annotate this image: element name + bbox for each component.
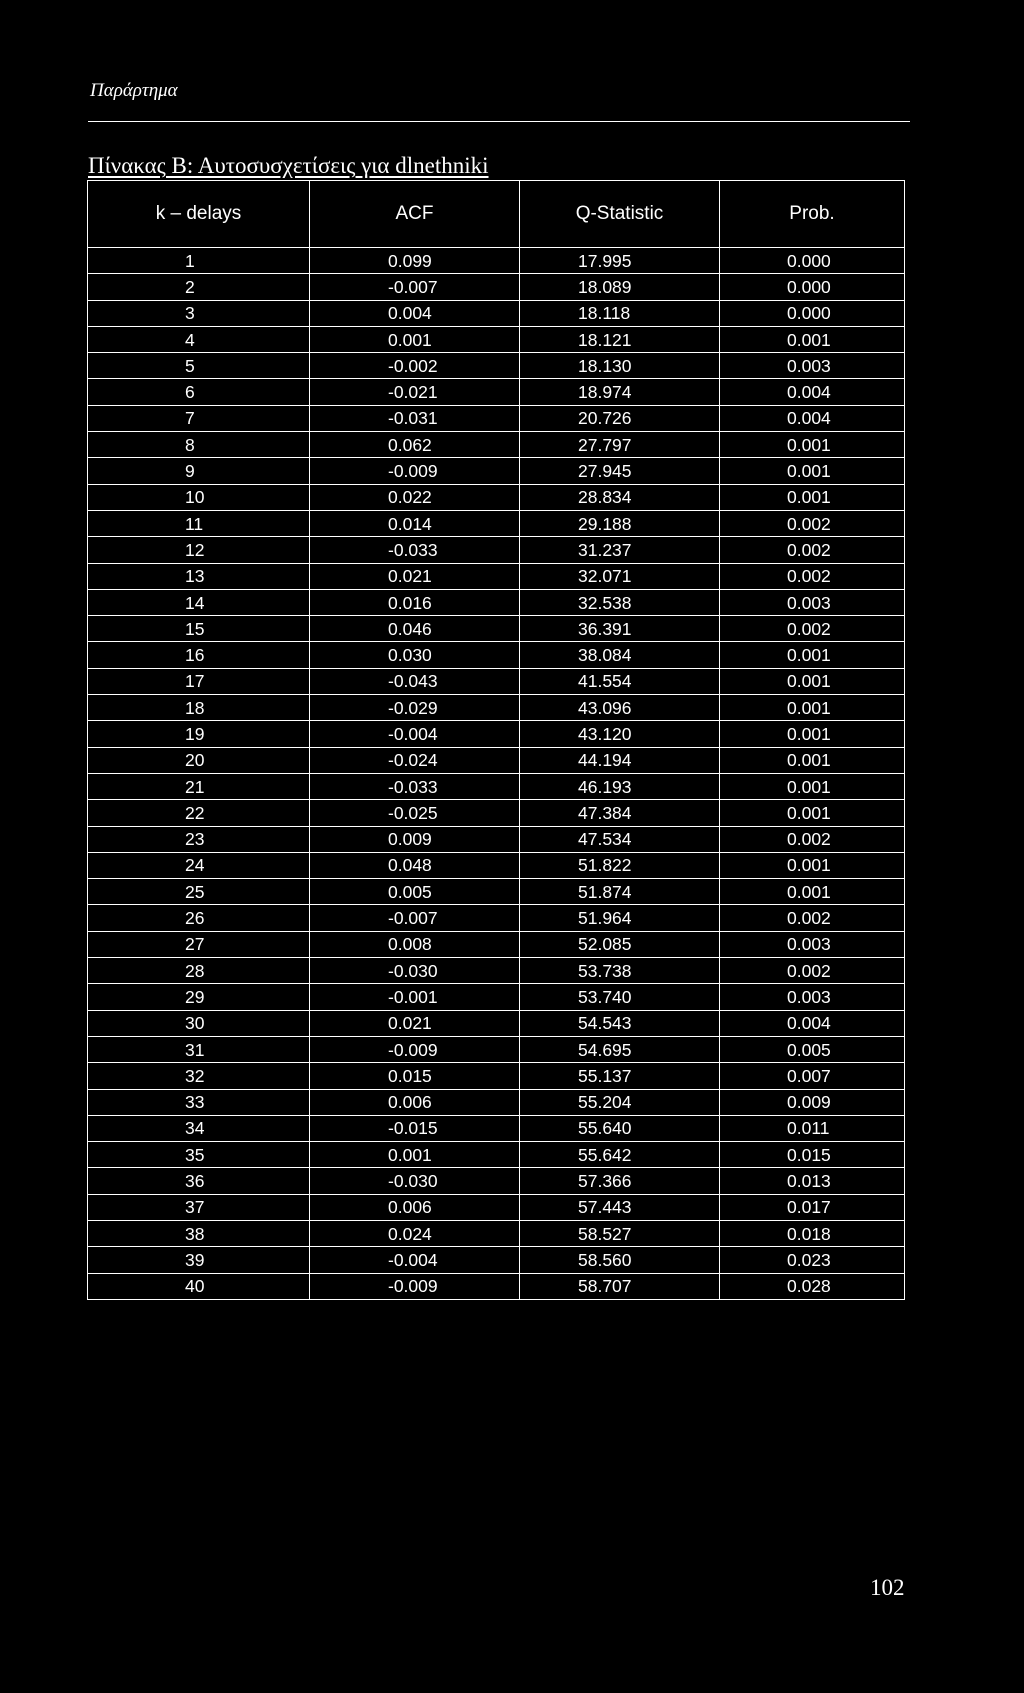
prob-cell: 0.018 <box>720 1220 905 1246</box>
table-row <box>88 931 905 957</box>
table-row <box>88 405 905 431</box>
q-statistic-cell: 43.096 <box>520 695 720 721</box>
k-delay-cell: 3 <box>88 300 310 326</box>
table-row <box>88 800 905 826</box>
table-row <box>88 642 905 668</box>
acf-cell: 0.014 <box>310 510 520 536</box>
acf-cell: -0.004 <box>310 721 520 747</box>
q-statistic-cell: 47.534 <box>520 826 720 852</box>
q-statistic-cell: 31.237 <box>520 537 720 563</box>
q-statistic-cell: 36.391 <box>520 616 720 642</box>
k-delay-cell: 1 <box>88 248 310 274</box>
q-statistic-cell: 58.560 <box>520 1247 720 1273</box>
q-statistic-cell: 47.384 <box>520 800 720 826</box>
q-statistic-cell: 46.193 <box>520 773 720 799</box>
k-delay-cell: 36 <box>88 1168 310 1194</box>
table-row <box>88 1194 905 1220</box>
k-delay-cell: 30 <box>88 1010 310 1036</box>
k-delay-cell: 18 <box>88 695 310 721</box>
table-header-row <box>88 181 905 248</box>
k-delay-cell: 32 <box>88 1063 310 1089</box>
column-header-q-statistic: Q-Statistic <box>520 181 720 248</box>
k-delay-cell: 27 <box>88 931 310 957</box>
k-delay-cell: 8 <box>88 432 310 458</box>
table-row <box>88 616 905 642</box>
acf-cell: 0.006 <box>310 1089 520 1115</box>
q-statistic-cell: 53.738 <box>520 958 720 984</box>
prob-cell: 0.001 <box>720 747 905 773</box>
q-statistic-cell: 51.964 <box>520 905 720 931</box>
table-row <box>88 458 905 484</box>
table-row <box>88 879 905 905</box>
k-delay-cell: 40 <box>88 1273 310 1299</box>
q-statistic-cell: 32.071 <box>520 563 720 589</box>
acf-cell: -0.001 <box>310 984 520 1010</box>
table-row <box>88 695 905 721</box>
prob-cell: 0.013 <box>720 1168 905 1194</box>
acf-cell: 0.021 <box>310 563 520 589</box>
q-statistic-cell: 43.120 <box>520 721 720 747</box>
acf-cell: 0.015 <box>310 1063 520 1089</box>
table-row <box>88 484 905 510</box>
k-delay-cell: 7 <box>88 405 310 431</box>
prob-cell: 0.003 <box>720 589 905 615</box>
q-statistic-cell: 18.130 <box>520 353 720 379</box>
k-delay-cell: 39 <box>88 1247 310 1273</box>
k-delay-cell: 31 <box>88 1036 310 1062</box>
prob-cell: 0.001 <box>720 695 905 721</box>
acf-cell: -0.030 <box>310 958 520 984</box>
prob-cell: 0.004 <box>720 379 905 405</box>
prob-cell: 0.002 <box>720 616 905 642</box>
acf-cell: -0.043 <box>310 668 520 694</box>
table-row <box>88 668 905 694</box>
header-divider <box>88 121 910 122</box>
table-row <box>88 563 905 589</box>
column-header-prob: Prob. <box>720 181 905 248</box>
prob-cell: 0.028 <box>720 1273 905 1299</box>
q-statistic-cell: 55.204 <box>520 1089 720 1115</box>
table-row <box>88 1089 905 1115</box>
k-delay-cell: 37 <box>88 1194 310 1220</box>
k-delay-cell: 14 <box>88 589 310 615</box>
table-row <box>88 958 905 984</box>
acf-cell: 0.009 <box>310 826 520 852</box>
k-delay-cell: 4 <box>88 326 310 352</box>
prob-cell: 0.002 <box>720 510 905 536</box>
acf-cell: 0.030 <box>310 642 520 668</box>
acf-cell: 0.001 <box>310 1142 520 1168</box>
k-delay-cell: 20 <box>88 747 310 773</box>
prob-cell: 0.005 <box>720 1036 905 1062</box>
q-statistic-cell: 17.995 <box>520 248 720 274</box>
k-delay-cell: 38 <box>88 1220 310 1246</box>
prob-cell: 0.001 <box>720 773 905 799</box>
running-header: Παράρτημα <box>90 80 178 101</box>
q-statistic-cell: 18.089 <box>520 274 720 300</box>
prob-cell: 0.002 <box>720 826 905 852</box>
acf-cell: -0.007 <box>310 905 520 931</box>
table-row <box>88 510 905 536</box>
prob-cell: 0.001 <box>720 852 905 878</box>
acf-cell: -0.033 <box>310 773 520 799</box>
q-statistic-cell: 57.366 <box>520 1168 720 1194</box>
table-row <box>88 984 905 1010</box>
acf-cell: -0.025 <box>310 800 520 826</box>
q-statistic-cell: 32.538 <box>520 589 720 615</box>
k-delay-cell: 33 <box>88 1089 310 1115</box>
prob-cell: 0.001 <box>720 326 905 352</box>
prob-cell: 0.003 <box>720 984 905 1010</box>
k-delay-cell: 26 <box>88 905 310 931</box>
table-body <box>88 248 905 1300</box>
acf-cell: 0.024 <box>310 1220 520 1246</box>
prob-cell: 0.000 <box>720 300 905 326</box>
acf-cell: 0.021 <box>310 1010 520 1036</box>
q-statistic-cell: 29.188 <box>520 510 720 536</box>
k-delay-cell: 34 <box>88 1115 310 1141</box>
acf-cell: -0.030 <box>310 1168 520 1194</box>
acf-cell: -0.007 <box>310 274 520 300</box>
q-statistic-cell: 54.695 <box>520 1036 720 1062</box>
k-delay-cell: 19 <box>88 721 310 747</box>
acf-cell: 0.022 <box>310 484 520 510</box>
prob-cell: 0.002 <box>720 563 905 589</box>
table-row <box>88 1220 905 1246</box>
acf-cell: 0.004 <box>310 300 520 326</box>
k-delay-cell: 6 <box>88 379 310 405</box>
table-row <box>88 1273 905 1299</box>
table-row <box>88 747 905 773</box>
acf-cell: 0.046 <box>310 616 520 642</box>
prob-cell: 0.001 <box>720 879 905 905</box>
prob-cell: 0.001 <box>720 458 905 484</box>
q-statistic-cell: 54.543 <box>520 1010 720 1036</box>
prob-cell: 0.004 <box>720 1010 905 1036</box>
table-row <box>88 1247 905 1273</box>
acf-cell: -0.009 <box>310 1273 520 1299</box>
q-statistic-cell: 51.874 <box>520 879 720 905</box>
table-row <box>88 1142 905 1168</box>
acf-cell: 0.048 <box>310 852 520 878</box>
q-statistic-cell: 41.554 <box>520 668 720 694</box>
table-row <box>88 432 905 458</box>
acf-cell: 0.099 <box>310 248 520 274</box>
table-row <box>88 300 905 326</box>
table-row <box>88 353 905 379</box>
k-delay-cell: 12 <box>88 537 310 563</box>
q-statistic-cell: 18.974 <box>520 379 720 405</box>
column-header-k-delays: k – delays <box>88 181 310 248</box>
prob-cell: 0.003 <box>720 353 905 379</box>
q-statistic-cell: 28.834 <box>520 484 720 510</box>
k-delay-cell: 9 <box>88 458 310 484</box>
acf-cell: 0.016 <box>310 589 520 615</box>
q-statistic-cell: 58.707 <box>520 1273 720 1299</box>
prob-cell: 0.001 <box>720 432 905 458</box>
table-row <box>88 1010 905 1036</box>
table-row <box>88 537 905 563</box>
q-statistic-cell: 52.085 <box>520 931 720 957</box>
k-delay-cell: 11 <box>88 510 310 536</box>
k-delay-cell: 13 <box>88 563 310 589</box>
prob-cell: 0.017 <box>720 1194 905 1220</box>
k-delay-cell: 10 <box>88 484 310 510</box>
k-delay-cell: 22 <box>88 800 310 826</box>
prob-cell: 0.015 <box>720 1142 905 1168</box>
prob-cell: 0.011 <box>720 1115 905 1141</box>
q-statistic-cell: 51.822 <box>520 852 720 878</box>
q-statistic-cell: 18.121 <box>520 326 720 352</box>
k-delay-cell: 17 <box>88 668 310 694</box>
q-statistic-cell: 27.797 <box>520 432 720 458</box>
prob-cell: 0.001 <box>720 642 905 668</box>
prob-cell: 0.002 <box>720 905 905 931</box>
acf-cell: -0.009 <box>310 458 520 484</box>
k-delay-cell: 15 <box>88 616 310 642</box>
acf-cell: -0.029 <box>310 695 520 721</box>
q-statistic-cell: 57.443 <box>520 1194 720 1220</box>
table-row <box>88 773 905 799</box>
table-row <box>88 589 905 615</box>
k-delay-cell: 16 <box>88 642 310 668</box>
prob-cell: 0.001 <box>720 800 905 826</box>
acf-cell: -0.024 <box>310 747 520 773</box>
page-number: 102 <box>870 1575 905 1600</box>
q-statistic-cell: 53.740 <box>520 984 720 1010</box>
q-statistic-cell: 44.194 <box>520 747 720 773</box>
q-statistic-cell: 20.726 <box>520 405 720 431</box>
table-row <box>88 1168 905 1194</box>
prob-cell: 0.000 <box>720 274 905 300</box>
table-row <box>88 1115 905 1141</box>
prob-cell: 0.001 <box>720 668 905 694</box>
autocorrelation-table <box>87 180 905 1300</box>
table-row <box>88 1036 905 1062</box>
prob-cell: 0.002 <box>720 537 905 563</box>
k-delay-cell: 29 <box>88 984 310 1010</box>
table-row <box>88 248 905 274</box>
table-row <box>88 905 905 931</box>
q-statistic-cell: 58.527 <box>520 1220 720 1246</box>
prob-cell: 0.009 <box>720 1089 905 1115</box>
prob-cell: 0.002 <box>720 958 905 984</box>
acf-cell: 0.005 <box>310 879 520 905</box>
q-statistic-cell: 55.640 <box>520 1115 720 1141</box>
prob-cell: 0.000 <box>720 248 905 274</box>
q-statistic-cell: 55.642 <box>520 1142 720 1168</box>
prob-cell: 0.004 <box>720 405 905 431</box>
table-caption: Πίνακας Β: Αυτοσυσχετίσεις για dlnethniki <box>88 153 489 178</box>
acf-cell: -0.002 <box>310 353 520 379</box>
q-statistic-cell: 27.945 <box>520 458 720 484</box>
prob-cell: 0.003 <box>720 931 905 957</box>
acf-cell: -0.033 <box>310 537 520 563</box>
acf-cell: -0.015 <box>310 1115 520 1141</box>
prob-cell: 0.001 <box>720 721 905 747</box>
column-header-acf: ACF <box>310 181 520 248</box>
k-delay-cell: 25 <box>88 879 310 905</box>
k-delay-cell: 2 <box>88 274 310 300</box>
acf-cell: 0.062 <box>310 432 520 458</box>
table-row <box>88 326 905 352</box>
table-row <box>88 1063 905 1089</box>
q-statistic-cell: 38.084 <box>520 642 720 668</box>
table-row <box>88 274 905 300</box>
k-delay-cell: 28 <box>88 958 310 984</box>
table-row <box>88 721 905 747</box>
q-statistic-cell: 18.118 <box>520 300 720 326</box>
prob-cell: 0.001 <box>720 484 905 510</box>
table-row <box>88 852 905 878</box>
k-delay-cell: 24 <box>88 852 310 878</box>
k-delay-cell: 23 <box>88 826 310 852</box>
acf-cell: 0.006 <box>310 1194 520 1220</box>
table-row <box>88 379 905 405</box>
q-statistic-cell: 55.137 <box>520 1063 720 1089</box>
prob-cell: 0.007 <box>720 1063 905 1089</box>
k-delay-cell: 5 <box>88 353 310 379</box>
acf-cell: -0.021 <box>310 379 520 405</box>
k-delay-cell: 21 <box>88 773 310 799</box>
table-row <box>88 826 905 852</box>
k-delay-cell: 35 <box>88 1142 310 1168</box>
acf-cell: 0.008 <box>310 931 520 957</box>
acf-cell: -0.031 <box>310 405 520 431</box>
prob-cell: 0.023 <box>720 1247 905 1273</box>
acf-cell: -0.004 <box>310 1247 520 1273</box>
acf-cell: 0.001 <box>310 326 520 352</box>
acf-cell: -0.009 <box>310 1036 520 1062</box>
